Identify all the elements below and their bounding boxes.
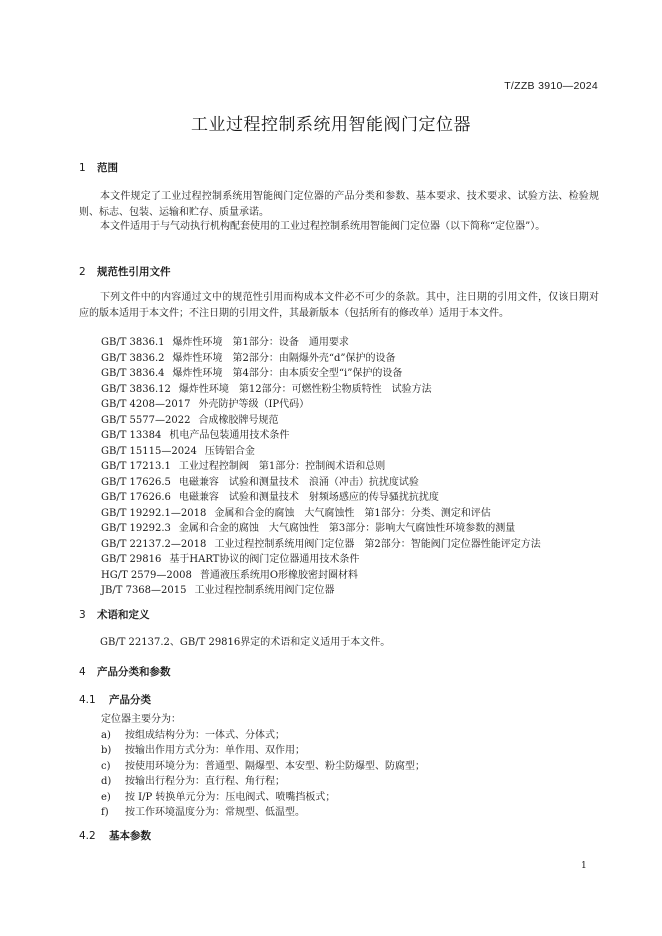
reference-item <box>101 490 611 506</box>
reference-list <box>101 335 611 599</box>
list-item <box>101 743 601 759</box>
reference-item <box>101 413 611 429</box>
document-title: 工业过程控制系统用智能阀门定位器 <box>191 115 471 135</box>
reference-code: GB/T 29816 <box>101 554 162 565</box>
reference-item <box>101 568 611 584</box>
section-1-heading <box>79 160 118 175</box>
reference-item <box>101 366 611 382</box>
section-title: 术语和定义 <box>97 609 150 621</box>
list-item <box>101 759 601 775</box>
section-4-2-heading <box>79 828 151 843</box>
reference-name: 机电产品包装通用技术条件 <box>169 430 290 441</box>
terms-paragraph: GB/T 22137.2、GB/T 29816界定的术语和定义适用于本文件。 <box>100 637 391 648</box>
reference-item <box>101 351 611 367</box>
list-marker: c) <box>101 760 111 772</box>
scope-paragraph-2: 本文件适用于与气动执行机构配套使用的工业过程控制系统用智能阀门定位器（以下简称“定位器”）。 <box>100 221 546 232</box>
reference-name: 爆炸性环境 第2部分：由隔爆外壳“d”保护的设备 <box>172 352 396 364</box>
standard-code: T/ZZB 3910—2024 <box>504 80 598 92</box>
reference-code: GB/T 3836.4 <box>101 368 165 379</box>
list-marker: a) <box>101 729 111 741</box>
reference-code: GB/T 3836.12 <box>101 383 171 395</box>
reference-name: 金属和合金的腐蚀 大气腐蚀性 第1部分：分类、测定和评估 <box>214 507 491 519</box>
list-item <box>101 774 601 790</box>
list-text: 按输出行程分为：直行程、角行程； <box>125 776 285 787</box>
section-2-heading <box>79 264 171 279</box>
list-item <box>101 805 601 821</box>
reference-name: 爆炸性环境 第1部分：设备 通用要求 <box>172 337 349 348</box>
list-marker: d) <box>101 776 112 787</box>
reference-code: GB/T 22137.2—2018 <box>101 538 207 550</box>
list-text: 按使用环境分为：普通型、隔爆型、本安型、粉尘防爆型、防腐型； <box>125 760 425 772</box>
reference-code: GB/T 19292.1—2018 <box>101 507 207 519</box>
reference-item <box>101 428 611 444</box>
reference-item <box>101 335 611 351</box>
section-number: 4 <box>79 666 86 678</box>
section-number: 2 <box>79 266 86 278</box>
reference-item <box>101 459 611 475</box>
reference-item <box>101 506 611 522</box>
reference-code: GB/T 19292.3 <box>101 523 171 534</box>
reference-name: 电磁兼容 试验和测量技术 射频场感应的传导骚扰抗扰度 <box>178 492 439 503</box>
reference-code: GB/T 15115—2024 <box>101 445 197 457</box>
list-text: 按工作环境温度分为：常规型、低温型。 <box>125 807 305 818</box>
section-4-heading <box>79 664 171 679</box>
reference-code: GB/T 13384 <box>101 430 162 441</box>
reference-name: 基于HART协议的阀门定位器通用技术条件 <box>169 554 360 565</box>
section-number: 4.2 <box>79 830 96 842</box>
list-text: 按 I/P 转换单元分为：压电阀式、喷嘴挡板式； <box>125 791 336 803</box>
reference-code: JB/T 7368—2015 <box>101 585 187 596</box>
reference-item <box>101 382 611 398</box>
reference-item <box>101 537 611 553</box>
reference-code: GB/T 3836.1 <box>101 337 165 348</box>
reference-code: GB/T 17626.5 <box>101 476 171 488</box>
reference-code: GB/T 17626.6 <box>101 492 171 503</box>
page-number: 1 <box>581 861 587 871</box>
reference-item <box>101 583 611 599</box>
reference-item <box>101 521 611 537</box>
section-title: 基本参数 <box>109 830 151 842</box>
reference-code: HG/T 2579—2008 <box>101 569 192 581</box>
reference-code: GB/T 3836.2 <box>101 352 165 364</box>
list-text: 按输出作用方式分为：单作用、双作用； <box>125 745 305 756</box>
list-marker: b) <box>101 745 112 756</box>
section-title: 规范性引用文件 <box>97 266 171 278</box>
section-number: 4.1 <box>79 694 96 706</box>
section-number: 3 <box>79 609 86 621</box>
section-4-1-heading <box>79 692 151 707</box>
list-text: 按组成结构分为：一体式、分体式； <box>125 729 285 741</box>
scope-paragraph-1: 本文件规定了工业过程控制系统用智能阀门定位器的产品分类和参数、基本要求、技术要求、试验方法、检验规则、标志、包装、运输和贮存、质量承诺。 <box>79 191 599 218</box>
list-item <box>101 728 601 744</box>
reference-code: GB/T 5577—2022 <box>101 414 191 426</box>
reference-name: 合成橡胶牌号规范 <box>198 414 279 426</box>
list-item <box>101 790 601 806</box>
reference-name: 爆炸性环境 第12部分：可燃性粉尘物质特性 试验方法 <box>178 383 432 395</box>
reference-item <box>101 397 611 413</box>
reference-item <box>101 552 611 568</box>
reference-name: 外壳防护等级（IP代码） <box>198 399 310 410</box>
reference-name: 爆炸性环境 第4部分：由本质安全型“i”保护的设备 <box>172 368 403 379</box>
references-intro: 下列文件中的内容通过文中的规范性引用而构成本文件必不可少的条款。其中，注日期的引用文件，仅该日期对应的版本适用于本文件；不注日期的引用文件，其最新版本（包括所有的修改单）适用于本文件。 <box>79 292 599 319</box>
reference-name: 工业过程控制系统用阀门定位器 <box>194 585 335 596</box>
classification-list <box>101 712 601 821</box>
reference-name: 压铸铝合金 <box>204 445 255 457</box>
reference-item <box>101 475 611 491</box>
reference-name: 普通液压系统用O形橡胶密封圈材料 <box>199 569 359 581</box>
reference-name: 工业过程控制系统用阀门定位器 第2部分：智能阀门定位器性能评定方法 <box>214 538 541 550</box>
section-title: 范围 <box>97 162 118 174</box>
reference-name: 工业过程控制阀 第1部分：控制阀术语和总则 <box>178 461 386 472</box>
reference-item <box>101 444 611 460</box>
section-3-heading <box>79 607 150 622</box>
list-marker: e) <box>101 791 111 803</box>
section-title: 产品分类和参数 <box>97 666 171 678</box>
reference-name: 金属和合金的腐蚀 大气腐蚀性 第3部分：影响大气腐蚀性环境参数的测量 <box>178 523 516 534</box>
reference-name: 电磁兼容 试验和测量技术 浪涌（冲击）抗扰度试验 <box>178 476 419 488</box>
section-number: 1 <box>79 162 86 174</box>
reference-code: GB/T 4208—2017 <box>101 399 191 410</box>
section-title: 产品分类 <box>109 694 151 706</box>
list-intro: 定位器主要分为： <box>101 714 181 725</box>
list-marker: f) <box>101 807 109 818</box>
reference-code: GB/T 17213.1 <box>101 461 171 472</box>
